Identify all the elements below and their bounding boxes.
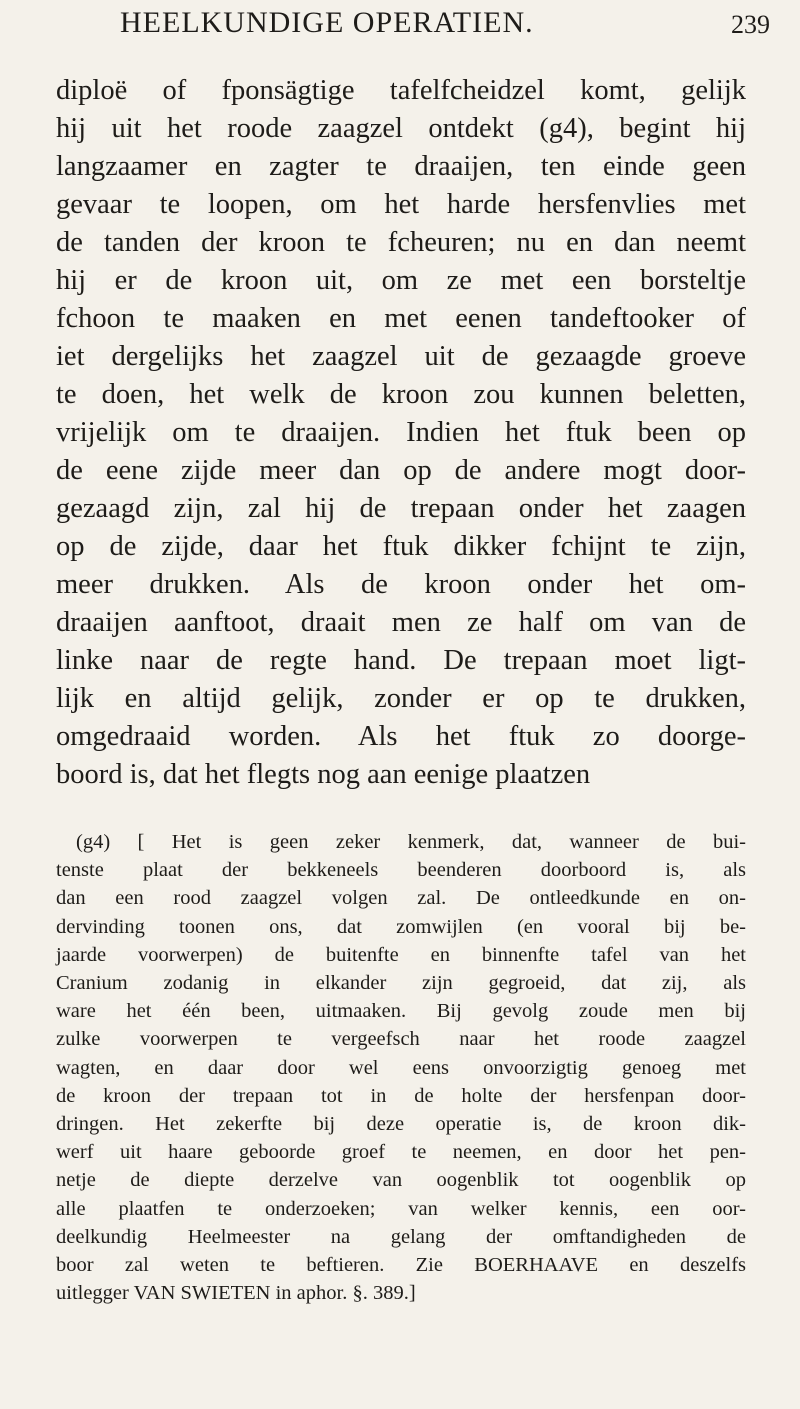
text-line: op de zijde, daar het ftuk dikker fchijnt te zijn, — [56, 531, 746, 562]
text-line: boord is, dat het flegts nog aan eenige plaatzen — [56, 759, 591, 790]
page-number: 239 — [731, 10, 770, 39]
footnote-line: dervinding toonen ons, dat zomwijlen (en vooral bij be- — [56, 915, 746, 938]
text-line: te doen, het welk de kroon zou kunnen beletten, — [56, 379, 746, 410]
footnote-g4 — [56, 828, 746, 1307]
text-line: vrijelijk om te draaijen. Indien het ftuk been op — [56, 417, 746, 448]
footnote-line: alle plaatfen te onderzoeken; van welker kennis, een oor- — [56, 1197, 746, 1220]
footnote-line: de kroon der trepaan tot in de holte der hersfenpan door- — [56, 1084, 746, 1107]
footnote-line: dringen. Het zekerfte bij deze operatie is, de kroon dik- — [56, 1113, 746, 1136]
text-line: iet dergelijks het zaagzel uit de gezaagde groeve — [56, 341, 746, 372]
text-line: linke naar de regte hand. De trepaan moet ligt- — [56, 645, 746, 676]
footnote-line: zulke voorwerpen te vergeefsch naar het roode zaagzel — [56, 1028, 746, 1051]
text-line: de tanden der kroon te fcheuren; nu en dan neemt — [56, 227, 746, 258]
text-line: diploë of fponsägtige tafelfcheidzel komt, gelijk — [56, 75, 746, 106]
footnote-line: netje de diepte derzelve van oogenblik tot oogenblik op — [56, 1169, 746, 1192]
footnote-line: werf uit haare geboorde groef te neemen, en door het pen- — [56, 1141, 746, 1164]
text-line: gevaar te loopen, om het harde hersfenvlies met — [56, 189, 746, 220]
text-line: gezaagd zijn, zal hij de trepaan onder het zaagen — [56, 493, 746, 524]
running-head — [0, 6, 800, 66]
footnote-line: uitlegger VAN SWIETEN in aphor. §. 389.] — [56, 1282, 416, 1305]
footnote-line: dan een rood zaagzel volgen zal. De ontleedkunde en on- — [56, 887, 746, 910]
text-line: de eene zijde meer dan op de andere mogt door- — [56, 455, 746, 486]
text-line: langzaamer en zagter te draaijen, ten einde geen — [56, 151, 746, 182]
footnote-line: (g4) [ Het is geen zeker kenmerk, dat, wanneer de bui- — [76, 831, 746, 853]
text-line: fchoon te maaken en met eenen tandeftooker of — [56, 303, 746, 334]
text-line: hij uit het roode zaagzel ontdekt (g4), begint hij — [56, 113, 746, 144]
footnote-line: ware het één been, uitmaaken. Bij gevolg zoude men bij — [56, 1000, 746, 1023]
footnote-line: wagten, en daar door wel eens onvoorzigtig genoeg met — [56, 1056, 746, 1079]
text-line: draaijen aanftoot, draait men ze half om van de — [56, 607, 746, 638]
footnote-line: jaarde voorwerpen) de buitenfte en binnenfte tafel van het — [56, 943, 746, 966]
text-line: omgedraaid worden. Als het ftuk zo doorge- — [56, 721, 746, 752]
footnote-line: Cranium zodanig in elkander zijn gegroeid, dat zij, als — [56, 972, 746, 995]
main-text — [56, 72, 746, 794]
running-title: HEELKUNDIGE OPERATIEN. — [120, 6, 534, 39]
text-line: meer drukken. Als de kroon onder het om- — [56, 569, 746, 600]
footnote-line: deelkundig Heelmeester na gelang der omftandigheden de — [56, 1225, 746, 1248]
text-line: lijk en altijd gelijk, zonder er op te drukken, — [56, 683, 746, 714]
footnote-line: tenste plaat der bekkeneels beenderen doorboord is, als — [56, 859, 746, 882]
footnote-line: boor zal weten te beftieren. Zie BOERHAAVE en deszelfs — [56, 1254, 746, 1277]
text-line: hij er de kroon uit, om ze met een borsteltje — [56, 265, 746, 296]
